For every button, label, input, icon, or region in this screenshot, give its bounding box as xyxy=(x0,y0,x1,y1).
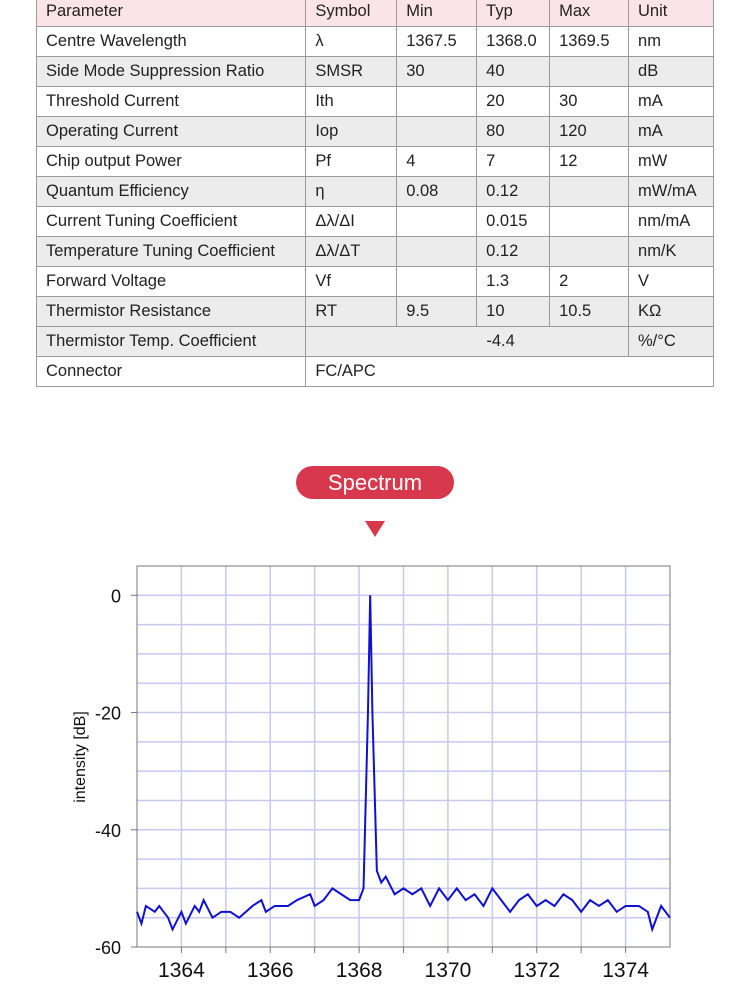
table-cell: 10 xyxy=(477,297,550,327)
column-header: Max xyxy=(550,0,629,27)
table-cell: 30 xyxy=(550,87,629,117)
table-cell: Temperature Tuning Coefficient xyxy=(37,237,306,267)
table-cell: %/°C xyxy=(629,327,714,357)
table-cell: Centre Wavelength xyxy=(37,27,306,57)
table-cell: V xyxy=(629,267,714,297)
x-tick-label: 1364 xyxy=(158,959,205,982)
table-cell: λ xyxy=(306,27,397,57)
table-cell: RT xyxy=(306,297,397,327)
column-header: Min xyxy=(397,0,477,27)
column-header: Typ xyxy=(477,0,550,27)
table-cell: 1369.5 xyxy=(550,27,629,57)
column-header: Parameter xyxy=(37,0,306,27)
table-cell: η xyxy=(306,177,397,207)
table-cell: mA xyxy=(629,117,714,147)
table-cell: SMSR xyxy=(306,57,397,87)
table-cell: 120 xyxy=(550,117,629,147)
table-cell: KΩ xyxy=(629,297,714,327)
table-cell: Chip output Power xyxy=(37,147,306,177)
table-cell: mW/mA xyxy=(629,177,714,207)
table-cell: nm xyxy=(629,27,714,57)
column-header: Unit xyxy=(629,0,714,27)
table-cell: Ith xyxy=(306,87,397,117)
table-cell: Quantum Efficiency xyxy=(37,177,306,207)
y-tick-label: -40 xyxy=(94,820,121,841)
table-cell: 80 xyxy=(477,117,550,147)
table-cell: Operating Current xyxy=(37,117,306,147)
y-tick-label: 0 xyxy=(110,586,121,607)
table-cell: FC/APC xyxy=(306,357,714,387)
table-cell: 0.015 xyxy=(477,207,550,237)
table-cell: Side Mode Suppression Ratio xyxy=(37,57,306,87)
table-cell: Forward Voltage xyxy=(37,267,306,297)
table-cell: dB xyxy=(629,57,714,87)
table-cell: mW xyxy=(629,147,714,177)
table-cell: 20 xyxy=(477,87,550,117)
table-cell: Pf xyxy=(306,147,397,177)
table-cell: Current Tuning Coefficient xyxy=(37,207,306,237)
table-cell: 0.08 xyxy=(397,177,477,207)
table-cell: nm/K xyxy=(629,237,714,267)
table-cell: 9.5 xyxy=(397,297,477,327)
table-cell: Δλ/ΔT xyxy=(306,237,397,267)
table-cell: 1367.5 xyxy=(397,27,477,57)
y-tick-label: -60 xyxy=(94,938,121,958)
table-cell: 0.12 xyxy=(477,177,550,207)
table-cell: Connector xyxy=(37,357,306,387)
table-cell: 1368.0 xyxy=(477,27,550,57)
table-cell: Threshold Current xyxy=(37,87,306,117)
x-tick-label: 1366 xyxy=(246,959,294,982)
table-cell: 4 xyxy=(397,147,477,177)
column-header: Symbol xyxy=(306,0,397,27)
table-cell: Iop xyxy=(306,117,397,147)
y-tick-label: -20 xyxy=(94,703,121,724)
table-cell: 7 xyxy=(477,147,550,177)
table-cell: 0.12 xyxy=(477,237,550,267)
section-title-spectrum: Spectrum xyxy=(296,466,454,499)
table-cell: 40 xyxy=(477,57,550,87)
x-tick-label: 1370 xyxy=(424,959,472,982)
y-axis-label: intensity [dB] xyxy=(72,711,89,803)
table-cell: 1.3 xyxy=(477,267,550,297)
x-tick-label: 1368 xyxy=(335,959,383,982)
x-tick-label: 1374 xyxy=(602,959,649,982)
table-cell: mA xyxy=(629,87,714,117)
table-cell: nm/mA xyxy=(629,207,714,237)
table-cell: -4.4 xyxy=(306,327,629,357)
table-cell: Δλ/ΔI xyxy=(306,207,397,237)
table-cell: 2 xyxy=(550,267,629,297)
table-cell: Vf xyxy=(306,267,397,297)
table-cell: 10.5 xyxy=(550,297,629,327)
table-cell: 12 xyxy=(550,147,629,177)
table-cell: 30 xyxy=(397,57,477,87)
x-tick-label: 1372 xyxy=(513,959,561,982)
table-cell: Thermistor Temp. Coefficient xyxy=(37,327,306,357)
table-cell: Thermistor Resistance xyxy=(37,297,306,327)
